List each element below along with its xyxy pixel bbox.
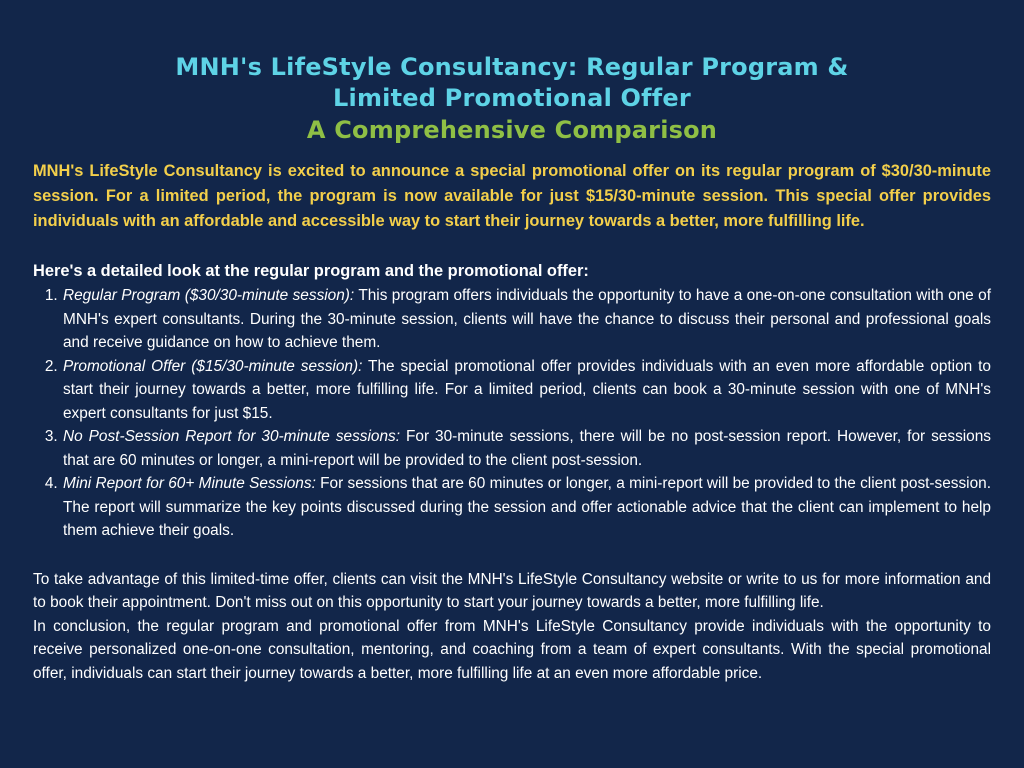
document-title-line-1: MNH's LifeStyle Consultancy: Regular Program & [175, 53, 849, 81]
closing-paragraph-conclusion: In conclusion, the regular program and promotional offer from MNH's LifeStyle Consultancy provide individuals with the opportunity to receive personalized one-on-one consultation, mentoring, and coaching from a team of expert consultants. With the special promotional offer, individuals can start their journey towards a better, more fulfilling life at an even more affordable price. [33, 617, 991, 682]
list-item [62, 472, 991, 543]
list-item [62, 284, 991, 355]
list-item-text: This program offers individuals the opportunity to have a one-on-one consultation with one of MNH's expert consultants. During the 30-minute session, clients will have the chance to discuss their personal and professional goals and receive guidance on how to achieve them. [63, 287, 991, 351]
list-item-text: For 30-minute sessions, there will be no post-session report. However, for sessions that are 60 minutes or longer, a mini-report will be provided to the client post-session. [63, 428, 991, 469]
list-item-text: For sessions that are 60 minutes or longer, a mini-report will be provided to the client post-session. The report will summarize the key points discussed during the session and offer actionable advice that the client can implement to help them achieve their goals. [63, 475, 991, 539]
list-item [62, 355, 991, 426]
list-item-text: The special promotional offer provides individuals with an even more affordable option to start their journey towards a better, more fulfilling life. For a limited period, clients can book a 30-minute session with one of MNH's expert consultants for just $15. [63, 357, 991, 422]
document-subtitle: A Comprehensive Comparison [306, 116, 718, 144]
list-item [62, 425, 991, 472]
document-header [33, 52, 991, 147]
closing-paragraph-offer: To take advantage of this limited-time offer, clients can visit the MNH's LifeStyle Consultancy website or write to us for more information and to book their appointment. Don't miss out on this opportunity to start your journey towards a better, more fulfilling life. [33, 570, 991, 611]
closing-section [33, 568, 991, 686]
list-item-label: No Post-Session Report for 30-minute sessions: [63, 428, 400, 445]
list-item-label: Regular Program ($30/30-minute session): [63, 287, 355, 304]
document-title-line-2: Limited Promotional Offer [333, 84, 691, 112]
list-heading: Here's a detailed look at the regular program and the promotional offer: [33, 262, 589, 280]
details-list [33, 284, 991, 543]
list-item-label: Promotional Offer ($15/30-minute session): [63, 357, 363, 375]
intro-paragraph: MNH's LifeStyle Consultancy is excited to announce a special promotional offer on its regular program of $30/30-minute session. For a limited period, the program is now available for just $15/30-minute session. This special offer provides individuals with an affordable and accessible way to start their journey towards a better, more fulfilling life. [33, 162, 991, 230]
list-item-label: Mini Report for 60+ Minute Sessions: [63, 475, 316, 492]
